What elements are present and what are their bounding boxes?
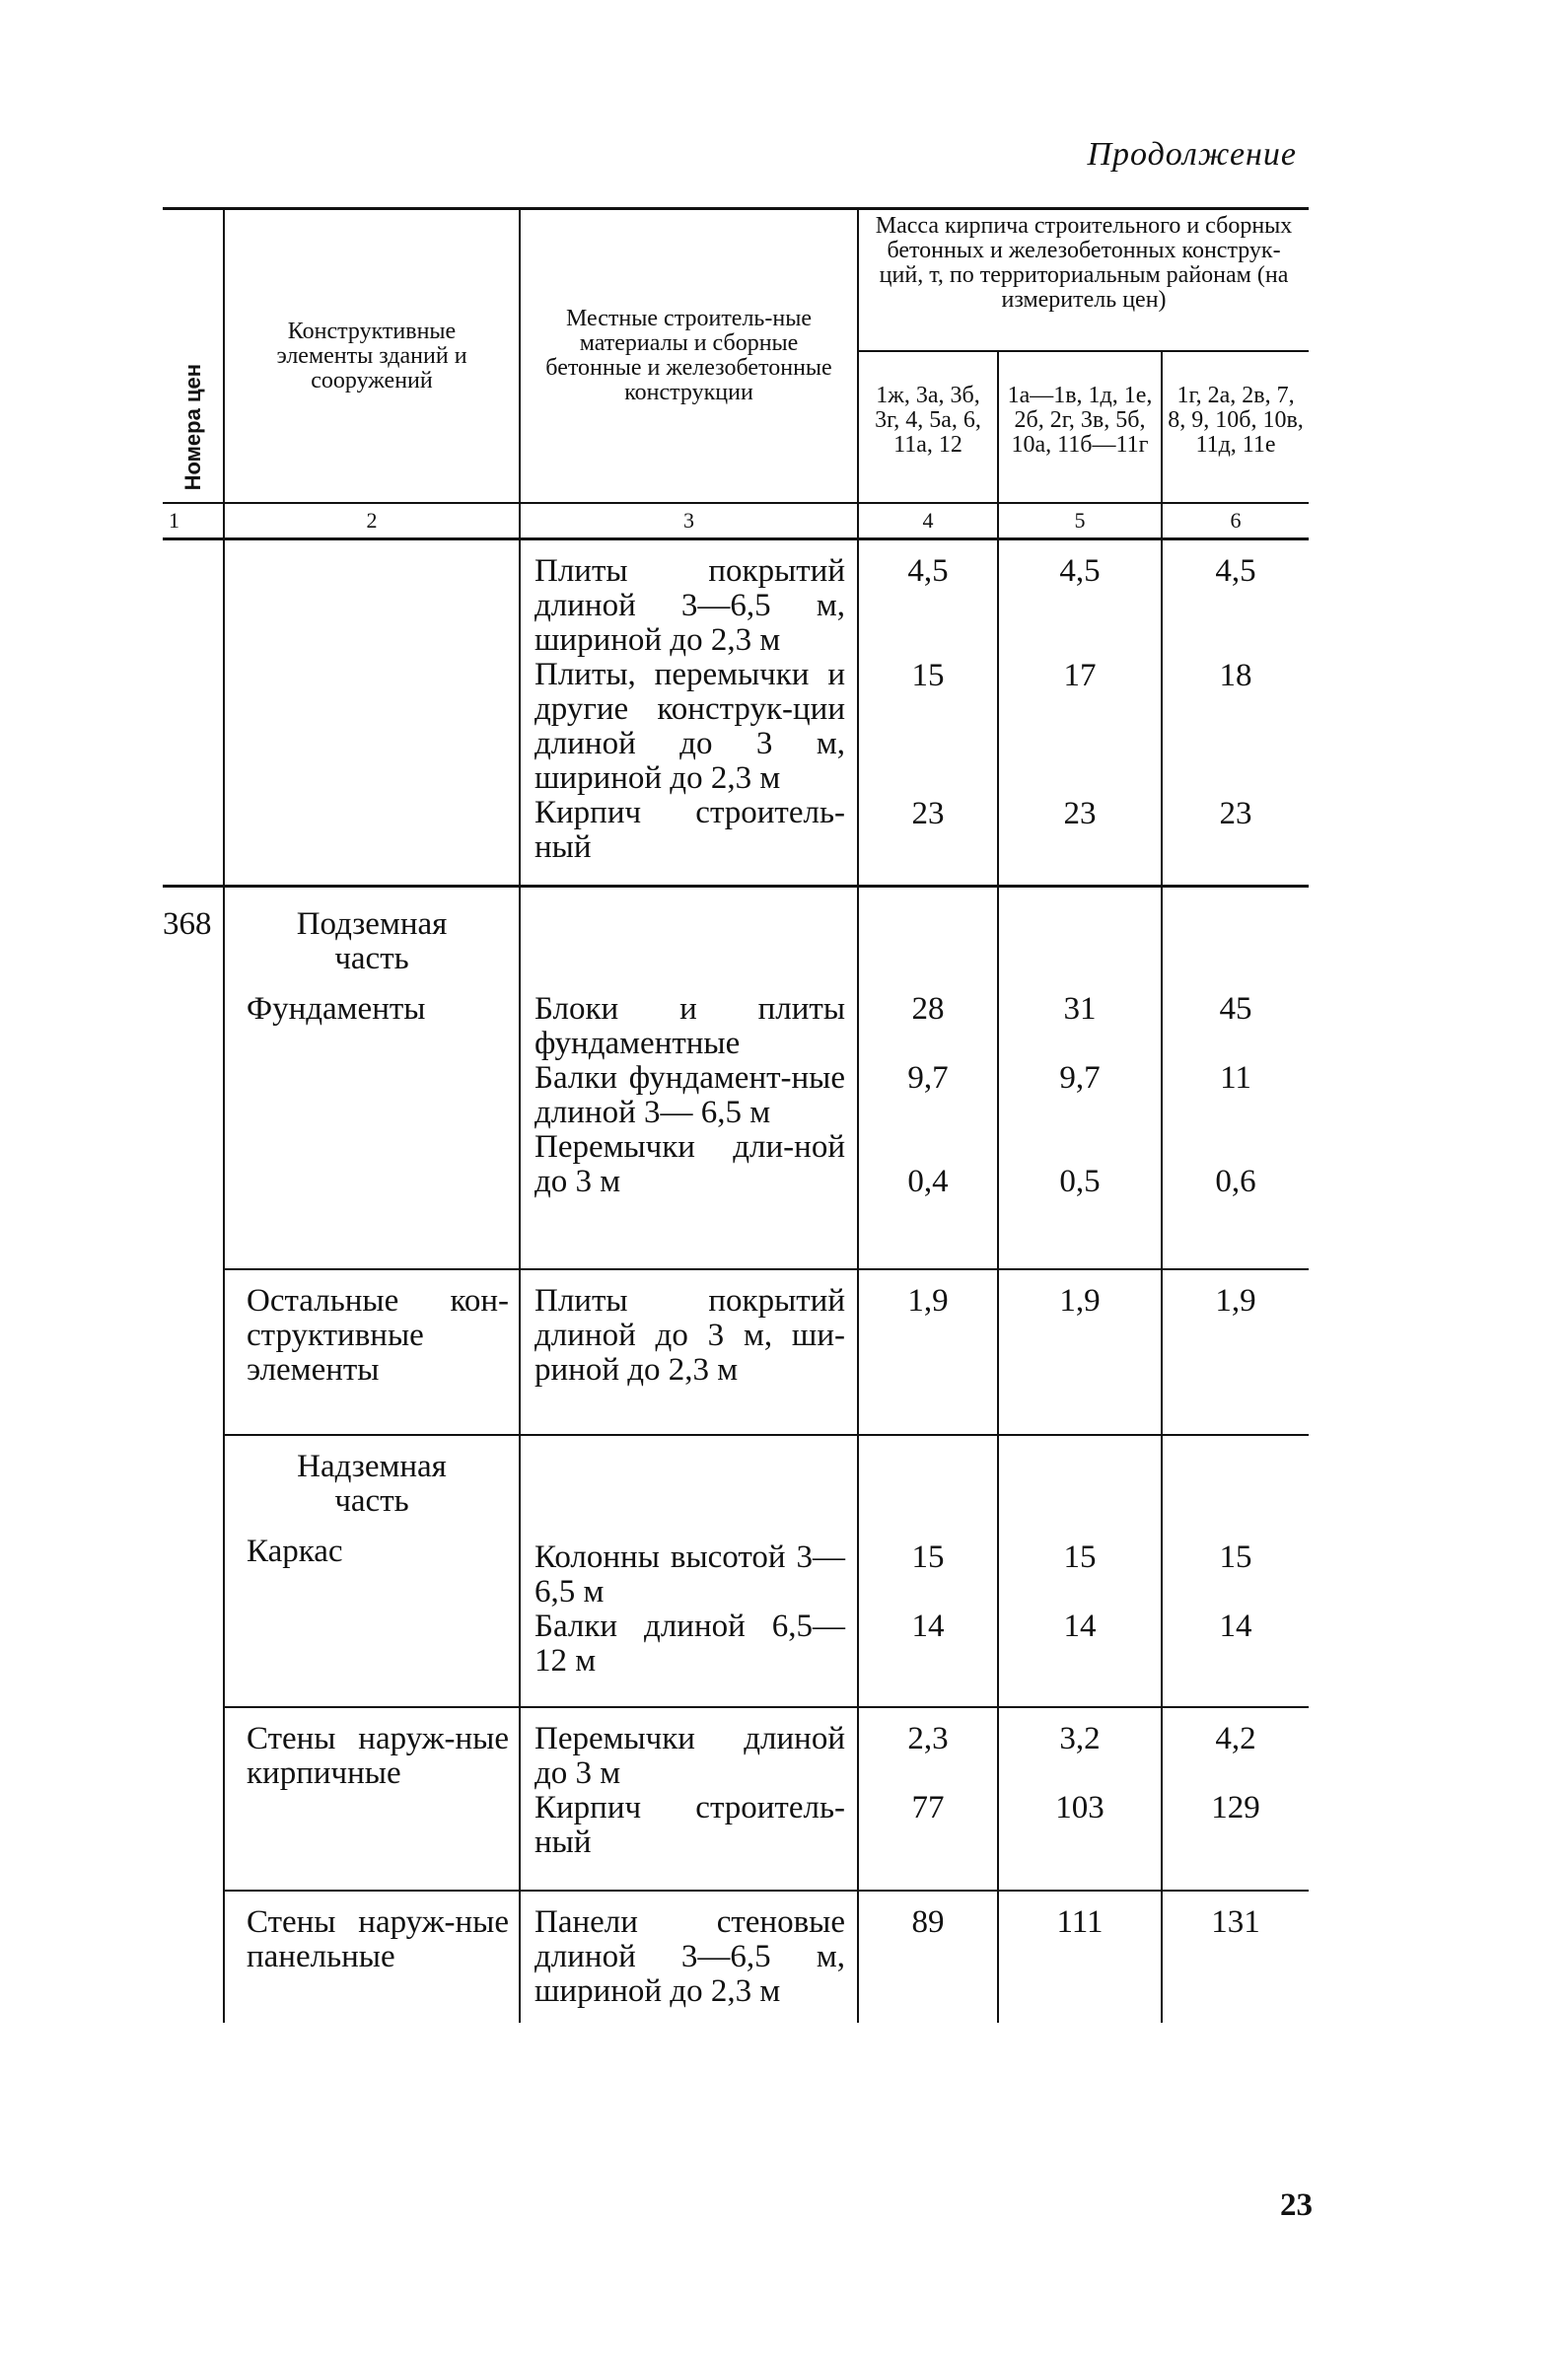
material-item: Кирпич строитель-ный xyxy=(535,1789,845,1860)
element-name: Стены наруж-ные панельные xyxy=(247,1903,509,1974)
table-row xyxy=(163,887,1309,1269)
table-row xyxy=(163,1891,1309,2023)
price-number-cell xyxy=(163,539,224,887)
value: 17 xyxy=(1063,658,1097,693)
material-item: Блоки и плиты фундаментные xyxy=(535,991,845,1061)
value: 9,7 xyxy=(1059,1060,1101,1096)
colnum-2: 2 xyxy=(224,503,520,539)
material-item: Панели стеновые длиной 3—6,5 м, шириной до 2,3 м xyxy=(535,1903,845,2009)
values-col-6 xyxy=(1162,1891,1309,2023)
value: 0,5 xyxy=(1059,1164,1101,1199)
value: 111 xyxy=(1056,1903,1104,1940)
values-col-4 xyxy=(858,1891,998,2023)
value: 15 xyxy=(911,1538,945,1575)
price-number-cell: 368 xyxy=(163,887,224,2023)
header-mass-by-region: Масса кирпича строительного и сборных бетонных и железобетонных конструк-ций, т, по территориальным районам (на измеритель цен) xyxy=(858,209,1309,352)
page-number: 23 xyxy=(1280,2187,1313,2223)
values-col-4 xyxy=(858,887,998,1269)
values-col-5 xyxy=(998,1435,1162,1707)
table-row xyxy=(163,1707,1309,1891)
value: 14 xyxy=(1063,1608,1097,1644)
header-local-materials: Местные строитель-ные материалы и сборные бетонные и железобетонные конструкции xyxy=(520,209,858,504)
values-col-6 xyxy=(1162,1269,1309,1435)
material-item: Балки фундамент-ные длиной 3— 6,5 м xyxy=(535,1060,845,1130)
value: 89 xyxy=(911,1903,945,1940)
column-numbers-row xyxy=(163,503,1309,539)
value: 15 xyxy=(911,658,945,693)
value: 15 xyxy=(1219,1538,1252,1575)
value: 28 xyxy=(911,991,945,1027)
material-item: Плиты, перемычки и другие конструк-ции длиной до 3 м, шириной до 2,3 м xyxy=(535,657,845,796)
values-col-6 xyxy=(1162,1435,1309,1707)
value: 14 xyxy=(1219,1608,1252,1644)
values-col-4 xyxy=(858,539,998,887)
header-region-5: 1а—1в, 1д, 1е, 2б, 2г, 3в, 5б, 10а, 11б—11г xyxy=(998,351,1162,503)
header-region-6: 1г, 2а, 2в, 7, 8, 9, 10б, 10в, 11д, 11е xyxy=(1162,351,1309,503)
element-name: Стены наруж-ные кирпичные xyxy=(247,1720,509,1791)
structural-element-cell xyxy=(224,1269,520,1435)
header-region-4: 1ж, 3а, 3б, 3г, 4, 5а, 6, 11а, 12 xyxy=(858,351,998,503)
values-col-4 xyxy=(858,1707,998,1891)
material-item: Перемычки дли-ной до 3 м xyxy=(535,1129,845,1199)
material-item: Перемычки длиной до 3 м xyxy=(535,1720,845,1791)
element-name: Остальные кон-структивные элементы xyxy=(247,1282,509,1388)
material-item: Колонны высотой 3—6,5 м xyxy=(535,1538,845,1610)
materials-cell xyxy=(520,539,858,887)
values-col-4 xyxy=(858,1435,998,1707)
values-col-5 xyxy=(998,1891,1162,2023)
values-col-6 xyxy=(1162,539,1309,887)
value: 77 xyxy=(911,1789,945,1825)
colnum-3: 3 xyxy=(520,503,858,539)
colnum-4: 4 xyxy=(858,503,998,539)
materials-cell xyxy=(520,887,858,1269)
value: 23 xyxy=(1063,796,1097,831)
structural-element-cell xyxy=(224,1707,520,1891)
materials-cell xyxy=(520,1269,858,1435)
value: 129 xyxy=(1211,1789,1260,1825)
value: 9,7 xyxy=(907,1060,949,1096)
value: 45 xyxy=(1219,991,1252,1027)
structural-element-cell xyxy=(224,887,520,1269)
value: 14 xyxy=(911,1608,945,1644)
price-table xyxy=(163,207,1309,2023)
material-item: Плиты покрытий длиной 3—6,5 м, шириной до 2,3 м xyxy=(535,553,845,658)
value: 11 xyxy=(1220,1060,1251,1096)
values-col-5 xyxy=(998,887,1162,1269)
values-col-6 xyxy=(1162,887,1309,1269)
value: 23 xyxy=(911,796,945,831)
materials-cell xyxy=(520,1891,858,2023)
header-structural-elements: Конструктивные элементы зданий и сооружений xyxy=(224,209,520,504)
values-col-5 xyxy=(998,539,1162,887)
material-item: Кирпич строитель-ный xyxy=(535,795,845,865)
value: 4,5 xyxy=(1059,553,1101,589)
value: 1,9 xyxy=(1059,1282,1101,1319)
value: 15 xyxy=(1063,1538,1097,1575)
value: 1,9 xyxy=(907,1282,949,1319)
continuation-label: Продолжение xyxy=(1087,136,1297,173)
values-col-4 xyxy=(858,1269,998,1435)
structural-element-cell xyxy=(224,1435,520,1707)
colnum-6: 6 xyxy=(1162,503,1309,539)
value: 1,9 xyxy=(1215,1282,1256,1319)
value: 4,2 xyxy=(1215,1720,1256,1756)
colnum-5: 5 xyxy=(998,503,1162,539)
element-name: Фундаменты xyxy=(247,991,426,1027)
value: 31 xyxy=(1063,991,1097,1027)
values-col-6 xyxy=(1162,1707,1309,1891)
value: 4,5 xyxy=(1215,553,1256,589)
structural-element-cell xyxy=(224,539,520,887)
value: 103 xyxy=(1055,1789,1105,1825)
materials-cell xyxy=(520,1435,858,1707)
value: 23 xyxy=(1219,796,1252,831)
table-row xyxy=(163,1435,1309,1707)
material-item: Балки длиной 6,5— 12 м xyxy=(535,1608,845,1679)
section-heading: Надземная часть xyxy=(297,1448,447,1519)
element-name: Каркас xyxy=(247,1533,343,1569)
section-heading: Подземная часть xyxy=(296,906,448,976)
value: 0,4 xyxy=(907,1164,949,1199)
structural-element-cell xyxy=(224,1891,520,2023)
value: 131 xyxy=(1211,1903,1260,1940)
values-col-5 xyxy=(998,1707,1162,1891)
materials-cell xyxy=(520,1707,858,1891)
table-row xyxy=(163,1269,1309,1435)
table-row xyxy=(163,539,1309,887)
colnum-1: 1 xyxy=(163,503,224,539)
value: 3,2 xyxy=(1059,1720,1101,1756)
header-price-numbers: Номера цен xyxy=(163,209,224,504)
material-item: Плиты покрытий длиной до 3 м, ши-риной до 2,3 м xyxy=(535,1282,845,1388)
value: 18 xyxy=(1219,658,1252,693)
value: 2,3 xyxy=(907,1720,949,1756)
value: 0,6 xyxy=(1215,1164,1256,1199)
values-col-5 xyxy=(998,1269,1162,1435)
value: 4,5 xyxy=(907,553,949,589)
